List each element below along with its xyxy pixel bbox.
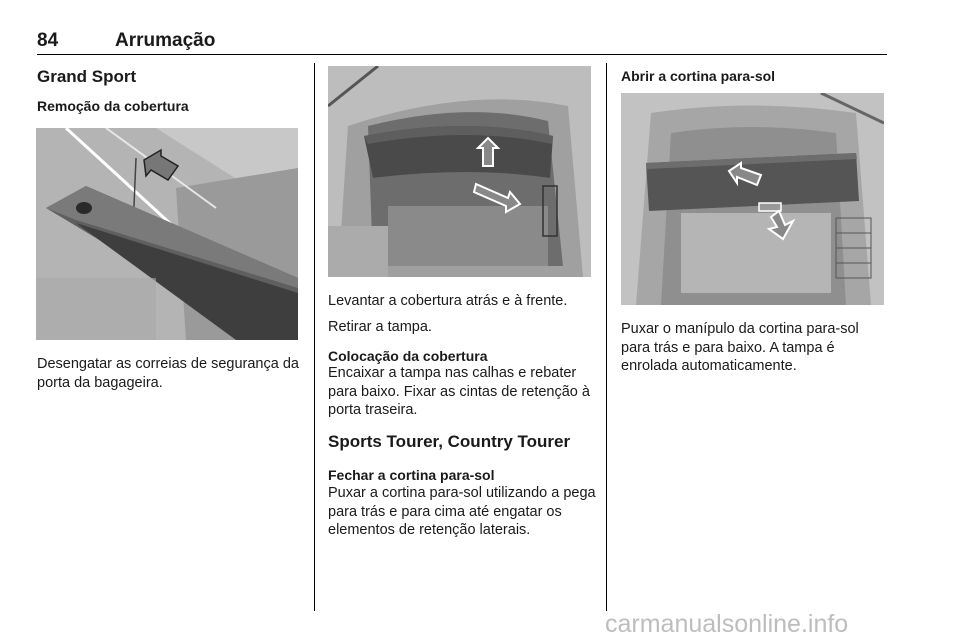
subheading-close-sunshade: Fechar a cortina para-sol <box>328 467 495 483</box>
subheading-install-cover: Colocação da cobertura <box>328 348 488 364</box>
text-remove-lid: Retirar a tampa. <box>328 319 432 335</box>
text-lift-cover: Levantar a cobertura atrás e à frente. <box>328 293 568 309</box>
section-heading-grand-sport: Grand Sport <box>37 67 137 86</box>
figure-lift-cover <box>328 66 591 277</box>
subheading-remove-cover: Remoção da cobertura <box>37 98 189 114</box>
text-install-cover: Encaixar a tampa nas calhas e rebater para baixo. Fixar as cintas de retenção à porta traseira. <box>328 365 590 418</box>
subheading-open-sunshade: Abrir a cortina para-sol <box>621 68 776 84</box>
header-rule <box>37 54 887 55</box>
section-heading-sports-tourer: Sports Tourer, Country Tourer <box>328 432 571 451</box>
watermark: carmanualsonline.info <box>605 610 849 638</box>
figure-open-sunshade <box>621 93 884 305</box>
text-close-sunshade: Puxar a cortina para-sol utilizando a pega para trás e para cima até engatar os elementos de retenção laterais. <box>328 485 596 538</box>
column-divider-2 <box>606 63 607 611</box>
page-number: 84 <box>37 30 59 51</box>
column-divider-1 <box>314 63 315 611</box>
text-open-sunshade: Puxar o manípulo da cortina para-sol para trás e para baixo. A tampa é enrolada automaticamente. <box>621 321 859 374</box>
chapter-title: Arrumação <box>115 30 216 51</box>
figure-remove-cover <box>36 128 298 340</box>
text-remove-cover: Desengatar as correias de segurança da porta da bagageira. <box>37 356 299 391</box>
